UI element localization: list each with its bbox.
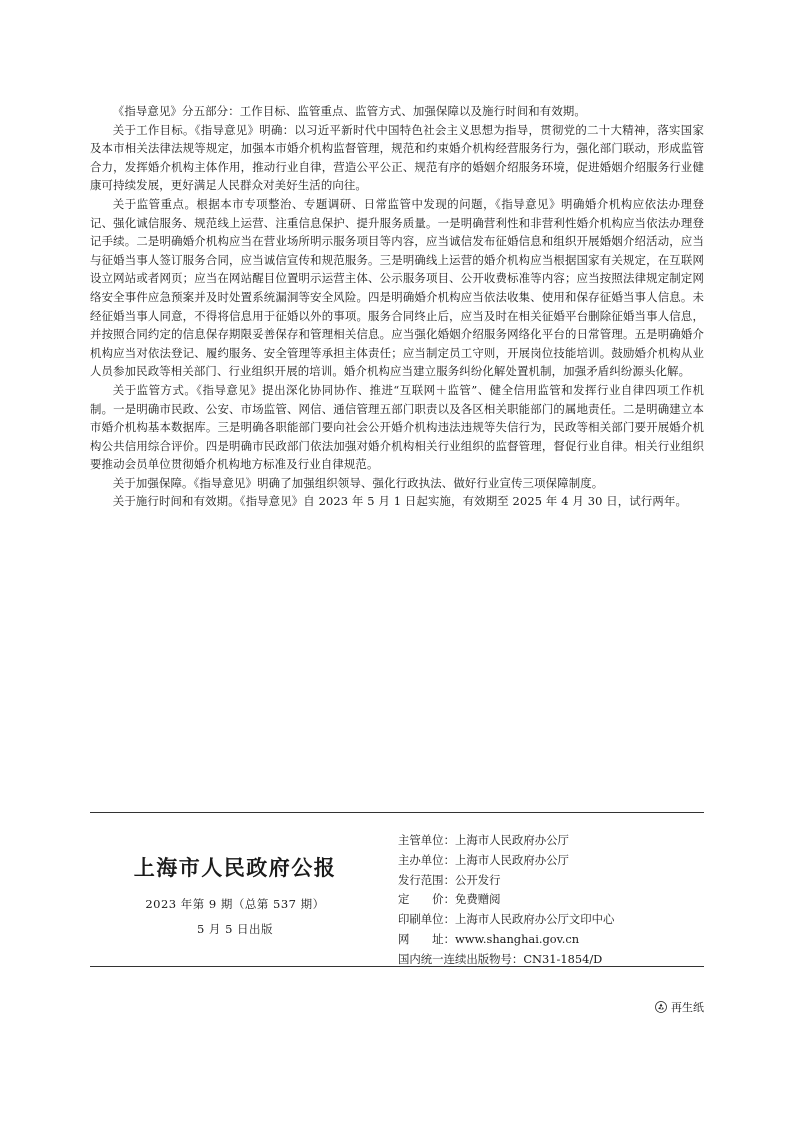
publication-date: 5 月 5 日出版 bbox=[196, 922, 274, 936]
info-row bbox=[398, 871, 708, 891]
paragraph-goals: 关于工作目标。《指导意见》明确：以习近平新时代中国特色社会主义思想为指导，贯彻党的二十大精神，落实国家及本市相关法律法规等规定，加强本市婚介机构监督管理，规范和约束婚介机构经营服务行为，强化部门联动，形成监管合力，发挥婚介机构主体作用，推动行业自律，营造公平公正、规范有序的婚姻介绍服务环境，促进婚姻介绍服务行业健康可持续发展，更好满足人民群众对美好生活的向往。 bbox=[90, 122, 704, 193]
paragraph-overview: 《指导意见》分五部分：工作目标、监管重点、监管方式、加强保障以及施行时间和有效期。 bbox=[112, 104, 586, 118]
info-row bbox=[398, 930, 708, 950]
publication-title: 上海市人民政府公报 bbox=[133, 855, 337, 880]
paragraph-methods: 关于监管方式。《指导意见》提出深化协同协作、推进“互联网＋监管”、健全信用监管和发挥行业自律四项工作机制。一是明确市民政、公安、市场监管、网信、通信管理五部门职责以及各区相关职能部门的属地责任。二是明确建立本市婚介机构基本数据库。三是明确各职能部门要向社会公开婚介机构违法违规等失信行为，民政等相关部门要开展婚介机构公共信用综合评价。四是明确市民政部门依法加强对婚介机构相关行业组织的监督管理，督促行业自律。相关行业组织要推动会员单位贯彻婚介机构地方标准及行业自律规范。 bbox=[90, 382, 704, 472]
paragraph-safeguards: 关于加强保障。《指导意见》明确了加强组织领导、强化行政执法、做好行业宣传三项保障制度。 bbox=[112, 475, 604, 490]
recycled-paper-mark bbox=[655, 999, 704, 1015]
recycled-label: 再生纸 bbox=[671, 1001, 704, 1014]
divider-bottom bbox=[90, 966, 704, 967]
article-body bbox=[90, 102, 704, 511]
issue-number: 2023 年第 9 期（总第 537 期） bbox=[145, 897, 325, 911]
publication-info bbox=[398, 831, 708, 970]
info-label: 印刷单位： bbox=[398, 912, 455, 927]
info-label: 网 址： bbox=[398, 931, 455, 946]
info-row bbox=[398, 831, 708, 851]
recycle-icon bbox=[655, 1001, 667, 1013]
info-value: 上海市人民政府办公厅 bbox=[454, 852, 569, 867]
divider-top bbox=[90, 812, 704, 813]
info-value: 公开发行 bbox=[454, 872, 501, 887]
info-value: 上海市人民政府办公厅文印中心 bbox=[454, 912, 615, 927]
serial-number-value: CN31-1854/D bbox=[523, 951, 603, 966]
info-label: 主办单位： bbox=[398, 852, 455, 867]
info-label: 发行范围： bbox=[398, 872, 455, 887]
info-label: 国内统一连续出版物号： bbox=[398, 951, 524, 966]
paragraph-focus: 关于监管重点。根据本市专项整治、专题调研、日常监管中发现的问题，《指导意见》明确婚介机构应依法办理登记、强化诚信服务、规范线上运营、注重信息保护、提升服务质量。一是明确营利性和非营利性婚介机构应当依法办理登记手续。二是明确婚介机构应当在营业场所明示服务项目等内容，应当诚信发布征婚信息和组织开展婚姻介绍活动，应当与征婚当事人签订服务合同，应当诚信宣传和规范服务。三是明确线上运营的婚介机构应当根据国家有关规定，在互联网设立网站或者网页；应当在网站醒目位置明示运营主体、公示服务项目、公开收费标准等内容；应当按照法律规定制定网络安全事件应急预案并及时处置系统漏洞等安全风险。四是明确婚介机构应当依法收集、使用和保存征婚当事人信息。未经征婚当事人同意，不得将信息用于征婚以外的事项。服务合同终止后，应当及时在相关征婚平台删除征婚当事人信息，并按照合同约定的信息保存期限妥善保存和管理相关信息。应当强化婚姻介绍服务网络化平台的日常管理。五是明确婚介机构应当对依法登记、履约服务、安全管理等承担主体责任；应当制定员工守则，开展岗位技能培训。鼓励婚介机构从业人员参加民政等相关部门、行业组织开展的培训。婚介机构应当建立服务纠纷化解处置机制，加强矛盾纠纷源头化解。 bbox=[90, 196, 704, 379]
info-row bbox=[398, 851, 708, 871]
info-value: 上海市人民政府办公厅 bbox=[454, 833, 569, 847]
info-row bbox=[398, 890, 708, 910]
paragraph-effective-date: 关于施行时间和有效期。《指导意见》自 2023 年 5 月 1 日起实施，有效期至 2025 年 4 月 30 日，试行两年。 bbox=[112, 494, 688, 509]
info-label: 定 价： bbox=[398, 892, 455, 907]
info-row bbox=[398, 910, 708, 930]
website-value: www.shanghai.gov.cn bbox=[454, 931, 580, 946]
info-label: 主管单位： bbox=[398, 833, 455, 847]
info-value: 免费赠阅 bbox=[454, 892, 501, 907]
masthead bbox=[90, 852, 380, 937]
